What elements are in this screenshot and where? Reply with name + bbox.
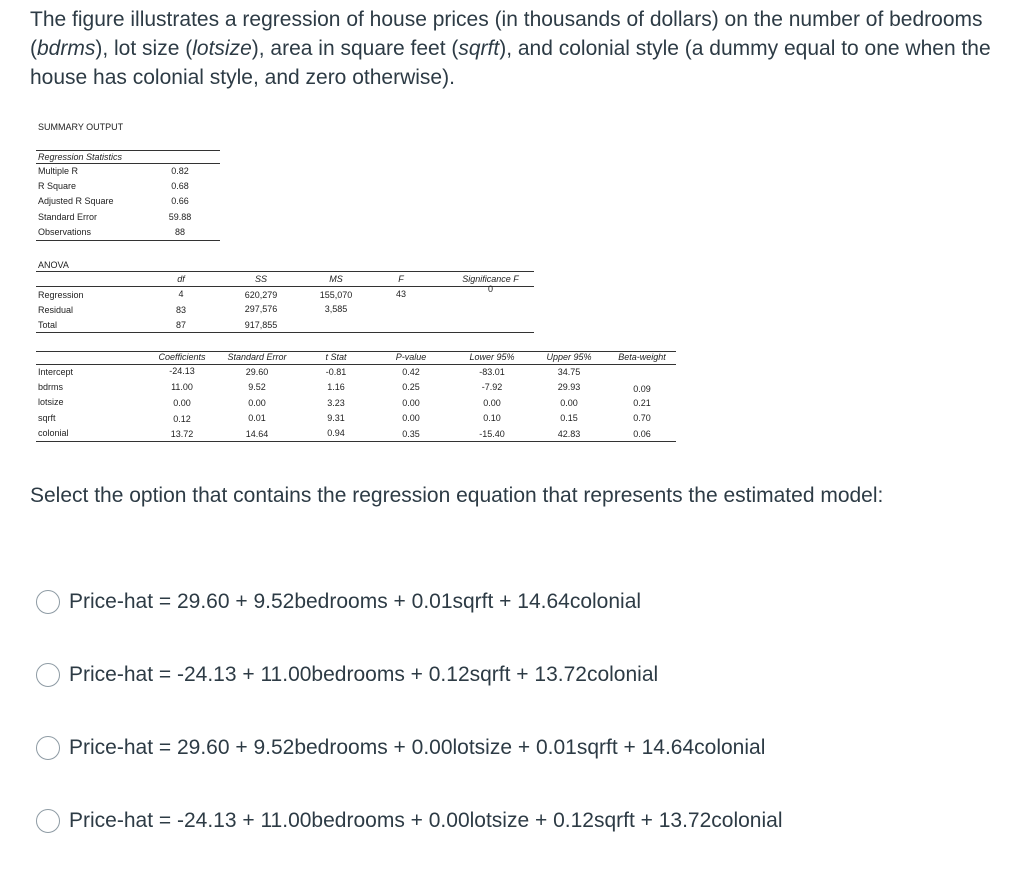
coef-cell: 0.21 [633,398,651,408]
stat-row: Observations 88 [36,225,220,241]
anova-cell: 4 [178,289,184,299]
anova-header: Significance F [462,274,519,284]
radio-button[interactable] [36,809,60,833]
coef-cell: 0.00 [402,398,420,408]
stat-row: Adjusted R Square 0.66 [38,196,189,207]
coef-header: Upper 95% [546,352,592,362]
coef-cell: 0.09 [633,384,651,394]
anova-cell: 297,576 [244,304,278,314]
anova-header: df [177,274,185,284]
coef-header: P-value [395,352,427,362]
coef-cell: 9.52 [248,382,266,392]
summary-output-title: SUMMARY OUTPUT [38,122,124,132]
question-prompt: Select the option that contains the regression equation that represents the estimated model: [30,484,884,507]
coef-cell: 0.25 [402,382,420,392]
option-label: Price-hat = 29.60 + 9.52bedrooms + 0.01sqrft + 14.64colonial [69,590,642,613]
anova-row-label: Residual [38,305,74,315]
coef-cell: 29.93 [557,382,581,392]
coef-cell: -0.81 [325,367,347,377]
coef-cell: 0.42 [402,367,420,377]
coef-cell: 29.60 [245,367,269,377]
coef-cell: 0.06 [633,429,651,439]
coef-row-label: bdrms [38,382,64,392]
anova-row-label: Total [38,320,58,330]
coef-cell: 0.12 [173,414,191,424]
anova-cell: 43 [395,289,406,299]
coef-header: Lower 95% [469,352,515,362]
answer-option-2[interactable] [36,660,658,690]
bdrms-var: bdrms [37,37,96,60]
coef-cell: 3.23 [327,398,345,408]
rule [36,441,676,442]
coef-row-label: colonial [38,428,69,438]
option-label: Price-hat = -24.13 + 11.00bedrooms + 0.12sqrft + 13.72colonial [69,663,659,686]
anova-cell: 917,855 [244,320,278,330]
coef-cell: 1.16 [327,382,345,392]
answer-option-4[interactable] [36,806,783,836]
coef-cell: 0.35 [402,429,420,439]
anova-title: ANOVA [38,260,69,270]
coef-cell: 0.00 [248,398,266,408]
anova-header: MS [329,274,343,284]
coef-cell: 0.01 [248,413,266,423]
radio-button[interactable] [36,590,60,614]
anova-header: F [398,274,404,284]
coef-cell: 0.00 [173,398,191,408]
anova-header: SS [254,274,267,284]
coef-row-label: sqrft [38,413,56,423]
lotsize-var: lotsize [192,37,252,60]
answer-option-1[interactable] [36,587,641,617]
sqrft-var: sqrft [458,37,500,60]
coef-cell: 34.75 [557,367,581,377]
coef-cell: 0.70 [633,413,651,423]
rule [36,364,676,365]
coef-cell: 42.83 [557,429,581,439]
answer-option-3[interactable] [36,733,765,763]
coef-header: t Stat [325,352,347,362]
coef-cell: 0.94 [327,428,345,438]
anova-cell: 155,070 [319,290,353,300]
coef-cell: 0.00 [560,398,578,408]
anova-cell: 0 [487,284,493,294]
coef-cell: 14.64 [245,429,269,439]
radio-button[interactable] [36,663,60,687]
rule [36,332,534,333]
coef-cell: -24.13 [169,366,195,376]
option-label: Price-hat = 29.60 + 9.52bedrooms + 0.00lotsize + 0.01sqrft + 14.64colonial [69,736,766,759]
stat-row: Multiple R 0.82 [38,166,189,176]
coef-cell: 0.15 [560,413,578,423]
coef-cell: 0.00 [483,398,501,408]
option-label: Price-hat = -24.13 + 11.00bedrooms + 0.00lotsize + 0.12sqrft + 13.72colonial [69,809,783,832]
stat-row: R Square 0.68 [38,181,189,192]
regression-statistics-table [36,150,220,241]
coef-cell: 13.72 [170,429,194,439]
coef-row-label: lotsize [38,397,64,407]
coef-header: Beta-weight [618,352,666,362]
anova-cell: 3,585 [324,304,348,314]
radio-button[interactable] [36,736,60,760]
anova-cell: 87 [175,320,186,330]
coef-cell: 0.10 [483,413,501,423]
coef-cell: 9.31 [327,413,345,423]
coef-cell: -15.40 [479,429,505,439]
coef-header: Coefficients [158,352,206,362]
rule [36,271,534,272]
question-intro: The figure illustrates a regression of house prices (in thousands of dollars) on the number of bedrooms (bdrms), lot size (lotsize), area in square feet (sqrft), and colonial style (a dummy equal to one when the house has colonial style, and zero otherwise). [30,8,991,89]
anova-row-label: Regression [38,290,84,300]
coef-cell: -7.92 [481,382,503,392]
coef-cell: 0.00 [402,413,420,423]
anova-cell: 620,279 [244,290,278,300]
coef-header: Standard Error [227,352,287,362]
stat-row: Standard Error 59.88 [38,211,192,222]
anova-cell: 83 [175,305,186,315]
regression-statistics-header: Regression Statistics [36,150,220,164]
coef-row-label: Intercept [38,367,74,377]
coef-cell: 11.00 [171,382,193,392]
coef-cell: -83.01 [479,367,505,377]
